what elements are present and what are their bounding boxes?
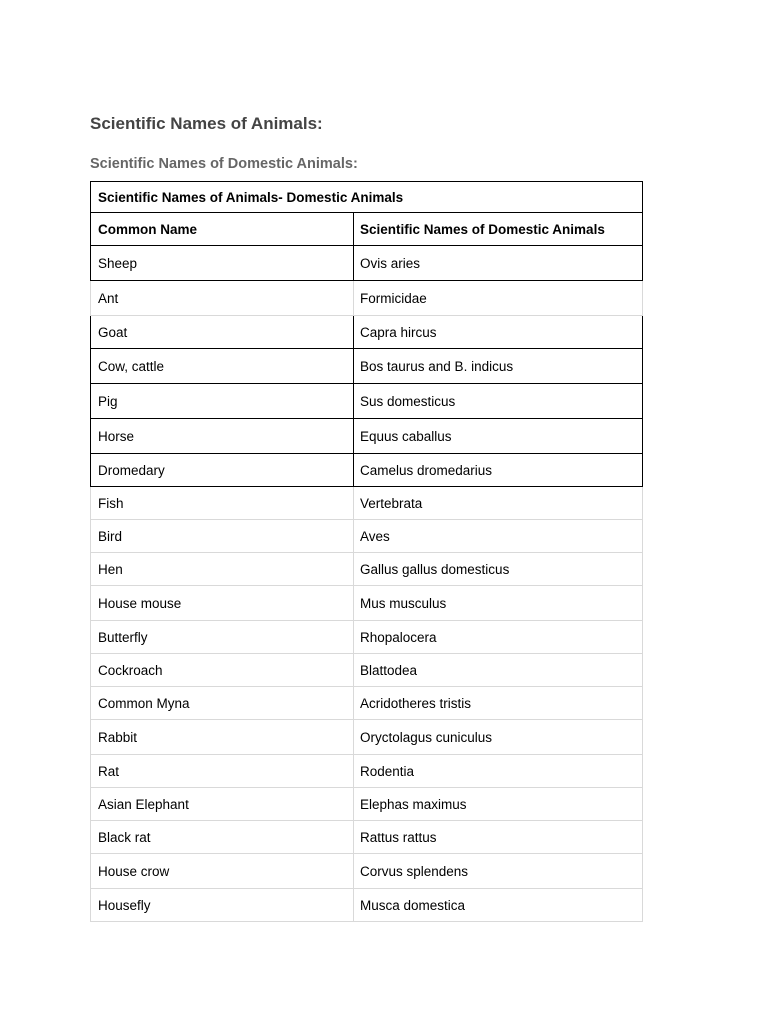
table-row (91, 553, 643, 586)
common-name-cell: Hen (91, 553, 354, 586)
scientific-name-cell: Capra hircus (354, 316, 643, 349)
common-name-cell: Black rat (91, 821, 354, 854)
common-name-cell: Ant (91, 281, 354, 316)
table-row (91, 687, 643, 720)
common-name-cell: Pig (91, 384, 354, 419)
common-name-cell: Common Myna (91, 687, 354, 720)
table-row (91, 788, 643, 821)
scientific-name-cell: Equus caballus (354, 419, 643, 454)
common-name-cell: Sheep (91, 246, 354, 281)
scientific-name-cell: Musca domestica (354, 889, 643, 922)
scientific-name-cell: Aves (354, 520, 643, 553)
common-name-cell: Fish (91, 487, 354, 520)
scientific-name-cell: Acridotheres tristis (354, 687, 643, 720)
common-name-cell: Rat (91, 755, 354, 788)
table-row (91, 281, 643, 316)
table-row (91, 720, 643, 755)
table-row (91, 621, 643, 654)
scientific-name-cell: Corvus splendens (354, 854, 643, 889)
table-header-row (91, 213, 643, 246)
page-title: Scientific Names of Animals: (90, 114, 323, 133)
table-caption: Scientific Names of Animals- Domestic Animals (91, 182, 643, 213)
table-row (91, 586, 643, 621)
common-name-cell: Goat (91, 316, 354, 349)
table-row (91, 316, 643, 349)
scientific-name-cell: Rodentia (354, 755, 643, 788)
table-row (91, 487, 643, 520)
table-row (91, 520, 643, 553)
table-caption-row (91, 182, 643, 213)
common-name-cell: Horse (91, 419, 354, 454)
scientific-name-cell: Mus musculus (354, 586, 643, 621)
table-row (91, 889, 643, 922)
scientific-name-cell: Formicidae (354, 281, 643, 316)
table-row (91, 419, 643, 454)
table-row (91, 349, 643, 384)
scientific-names-table (90, 181, 643, 922)
scientific-name-cell: Camelus dromedarius (354, 454, 643, 487)
common-name-cell: Cockroach (91, 654, 354, 687)
common-name-cell: Asian Elephant (91, 788, 354, 821)
table-row (91, 654, 643, 687)
scientific-name-cell: Oryctolagus cuniculus (354, 720, 643, 755)
common-name-cell: House crow (91, 854, 354, 889)
table-row (91, 755, 643, 788)
column-header-common-name: Common Name (91, 213, 354, 246)
common-name-cell: Rabbit (91, 720, 354, 755)
scientific-name-cell: Vertebrata (354, 487, 643, 520)
scientific-name-cell: Sus domesticus (354, 384, 643, 419)
scientific-name-cell: Bos taurus and B. indicus (354, 349, 643, 384)
table-row (91, 454, 643, 487)
scientific-name-cell: Elephas maximus (354, 788, 643, 821)
scientific-name-cell: Ovis aries (354, 246, 643, 281)
common-name-cell: Cow, cattle (91, 349, 354, 384)
scientific-name-cell: Gallus gallus domesticus (354, 553, 643, 586)
section-title: Scientific Names of Domestic Animals: (90, 156, 358, 172)
scientific-name-cell: Blattodea (354, 654, 643, 687)
common-name-cell: House mouse (91, 586, 354, 621)
common-name-cell: Bird (91, 520, 354, 553)
column-header-scientific-name: Scientific Names of Domestic Animals (354, 213, 643, 246)
table-row (91, 821, 643, 854)
table-row (91, 384, 643, 419)
table-row (91, 854, 643, 889)
common-name-cell: Housefly (91, 889, 354, 922)
scientific-name-cell: Rhopalocera (354, 621, 643, 654)
common-name-cell: Butterfly (91, 621, 354, 654)
scientific-name-cell: Rattus rattus (354, 821, 643, 854)
table-row (91, 246, 643, 281)
common-name-cell: Dromedary (91, 454, 354, 487)
